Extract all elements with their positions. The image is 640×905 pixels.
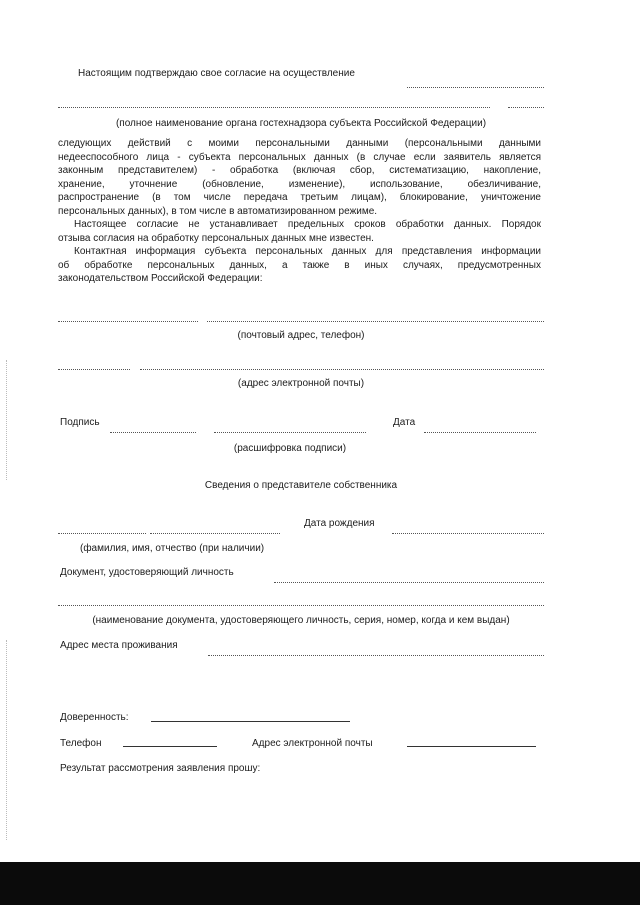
power-of-attorney-label: Доверенность: (60, 712, 129, 723)
scan-edge-mark (6, 640, 7, 840)
phone-fill-line (123, 746, 217, 747)
fio-fill-line (58, 533, 146, 534)
email-fill-line (407, 746, 536, 747)
email-fill-line (140, 369, 544, 370)
signature-fill-line (110, 432, 196, 433)
birth-date-label: Дата рождения (304, 518, 375, 529)
paragraph-line: недееспособного лица - субъекта персональных данных (в случае если заявитель является (58, 151, 541, 163)
email-fill-line (58, 369, 130, 370)
paragraph-line: об обработке персональных данных, а также в иных случаях, предусмотренных (58, 259, 541, 271)
result-request-label: Результат рассмотрения заявления прошу: (60, 763, 261, 774)
fio-fill-line (150, 533, 280, 534)
organ-fill-line (508, 107, 544, 108)
id-document-fill-line (274, 582, 544, 583)
paragraph-line: хранение, уточнение (обновление, изменение), использование, обезличивание, (58, 178, 541, 190)
paragraph-line: персональных данных), в том числе в автоматизированном режиме. (58, 205, 378, 217)
residence-label: Адрес места проживания (60, 640, 178, 651)
signature-decode-caption: (расшифровка подписи) (233, 443, 347, 454)
paragraph-line: распространение (в том числе передача третьим лицам), блокирование, уничтожение (58, 192, 541, 203)
signature-decode-fill-line (214, 432, 366, 433)
consent-intro-text: Настоящим подтверждаю свое согласие на осуществление (78, 68, 355, 79)
representative-section-title: Сведения о представителе собственника (204, 480, 398, 491)
organ-caption: (полное наименование органа гостехнадзора субъекта Российской Федерации) (115, 118, 487, 129)
birth-date-fill-line (392, 533, 544, 534)
postal-address-caption: (почтовый адрес, телефон) (237, 330, 365, 341)
scan-bottom-border (0, 862, 640, 905)
postal-address-fill-line (207, 321, 544, 322)
scan-edge-mark (6, 360, 7, 480)
paragraph-line: Настоящее согласие не устанавливает предельных сроков обработки данных. Порядок (74, 219, 541, 230)
date-fill-line (424, 432, 536, 433)
date-label: Дата (393, 417, 416, 428)
power-of-attorney-fill-line (151, 721, 350, 722)
fio-caption: (фамилия, имя, отчество (при наличии) (80, 543, 265, 554)
email-label: Адрес электронной почты (252, 738, 373, 749)
signature-label: Подпись (60, 417, 100, 428)
organ-fill-line (407, 87, 544, 88)
paragraph-line: следующих действий с моими персональными данными (персональными данными (58, 138, 541, 149)
paragraph-line: Контактная информация субъекта персональных данных для представления информации (74, 246, 541, 257)
id-document-fill-line (58, 605, 544, 606)
id-document-caption: (наименование документа, удостоверяющего личность, серия, номер, когда и кем выдан) (92, 615, 510, 626)
paragraph-line: законным представителем) - обработка (включая сбор, систематизацию, накопление, (58, 165, 541, 176)
organ-fill-line (58, 107, 490, 108)
postal-address-fill-line (58, 321, 198, 322)
paragraph-line: отзыва согласия на обработку персональных данных мне известен. (58, 232, 374, 244)
consent-body-paragraph (58, 137, 541, 286)
email-caption: (адрес электронной почты) (237, 378, 365, 389)
paragraph-line: законодательством Российской Федерации: (58, 273, 263, 284)
id-document-label: Документ, удостоверяющий личность (60, 567, 234, 578)
residence-fill-line (208, 655, 544, 656)
phone-label: Телефон (60, 738, 102, 749)
